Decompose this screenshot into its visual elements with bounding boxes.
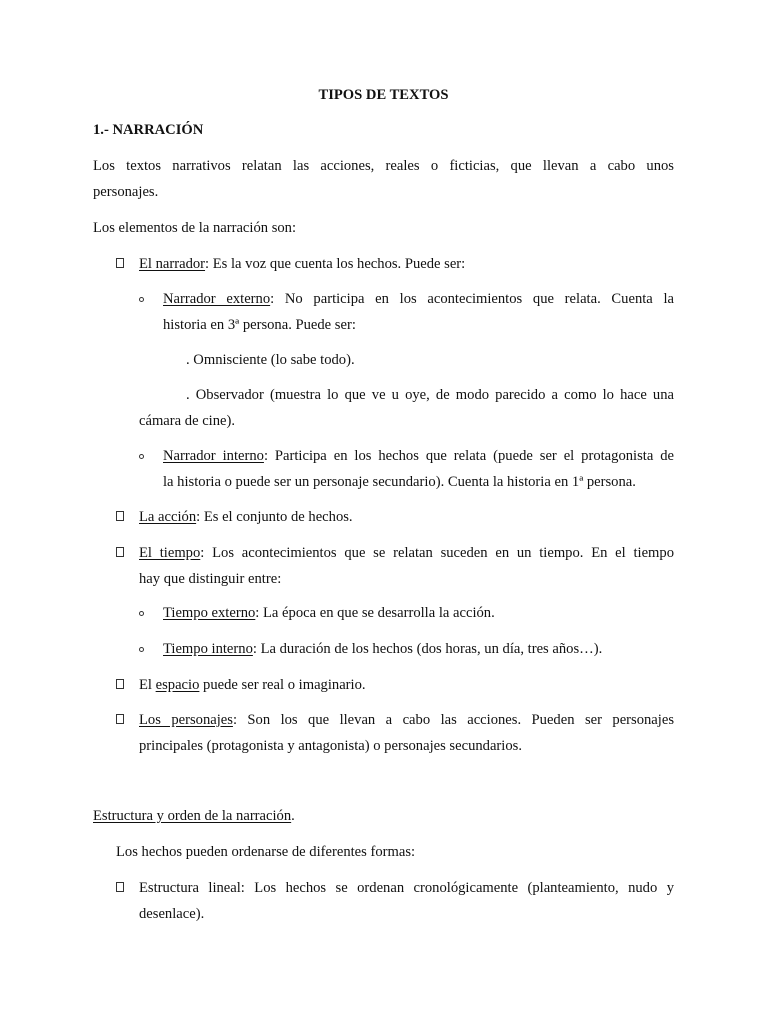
circle-bullet-icon <box>139 647 144 652</box>
omnisciente-item: . Omnisciente (lo sabe todo). <box>186 352 355 368</box>
square-bullet-icon <box>116 679 124 689</box>
desc-tiempo-interno: : La duración de los hechos (dos horas, un día, tres años…). <box>252 641 603 657</box>
list-item-espacio <box>139 676 366 694</box>
term-personajes: Los personajes <box>139 712 233 728</box>
list-item-interno-line-1 <box>163 447 674 465</box>
square-bullet-icon <box>116 882 124 892</box>
square-bullet-icon <box>116 258 124 268</box>
term-accion: La acción <box>139 509 197 525</box>
observador-line-2: cámara de cine). <box>139 413 236 429</box>
term-narrador: El narrador <box>139 256 206 272</box>
list-item-personajes-line-1 <box>139 711 674 729</box>
square-bullet-icon <box>116 714 124 724</box>
square-bullet-icon <box>116 547 124 557</box>
list-item-tiempo-interno <box>163 640 602 658</box>
desc-tiempo-1: : Los acontecimientos que se relatan suceden en un tiempo. En el tiempo <box>200 545 674 561</box>
list-item-tiempo-line-1 <box>139 544 674 562</box>
section-heading-narracion: 1.- NARRACIÓN <box>93 122 204 138</box>
intro-line-1: Los textos narrativos relatan las acciones, reales o ficticias, que llevan a cabo unos <box>93 158 674 174</box>
estructura-heading-text: Estructura y orden de la narración <box>93 808 292 824</box>
desc-tiempo-externo: : La época en que se desarrolla la acción. <box>255 605 495 621</box>
list-item-lineal-line-1: Estructura lineal: Los hechos se ordenan cronológicamente (planteamiento, nudo y <box>139 880 674 896</box>
desc-externo-2: historia en 3ª persona. Puede ser: <box>163 317 356 333</box>
list-item-externo-line-1 <box>163 290 674 308</box>
term-tiempo-externo: Tiempo externo <box>163 605 256 621</box>
list-item-narrador <box>139 255 465 273</box>
list-item-lineal-line-2: desenlace). <box>139 906 205 922</box>
circle-bullet-icon <box>139 454 144 459</box>
estructura-intro: Los hechos pueden ordenarse de diferentes formas: <box>116 844 416 860</box>
pre-espacio: El <box>139 677 156 693</box>
desc-interno-1: : Participa en los hechos que relata (puede ser el protagonista de <box>263 448 675 464</box>
section-heading-estructura <box>93 807 295 825</box>
document-title: TIPOS DE TEXTOS <box>318 87 449 103</box>
circle-bullet-icon <box>139 297 144 302</box>
desc-accion: : Es el conjunto de hechos. <box>196 509 353 525</box>
intro-line-2: personajes. <box>93 184 159 200</box>
desc-externo-1: : No participa en los acontecimientos que relata. Cuenta la <box>270 291 674 307</box>
term-externo: Narrador externo <box>163 291 271 307</box>
desc-personajes-2: principales (protagonista y antagonista) o personajes secundarios. <box>139 738 522 754</box>
estructura-heading-period: . <box>291 808 295 824</box>
list-item-accion <box>139 508 353 526</box>
desc-tiempo-2: hay que distinguir entre: <box>139 571 282 587</box>
square-bullet-icon <box>116 511 124 521</box>
desc-espacio: puede ser real o imaginario. <box>199 677 366 693</box>
desc-personajes-1: : Son los que llevan a cabo las acciones. Pueden ser personajes <box>232 712 675 728</box>
desc-interno-2: la historia o puede ser un personaje secundario). Cuenta la historia en 1ª persona. <box>163 474 636 490</box>
elements-intro: Los elementos de la narración son: <box>93 220 297 236</box>
circle-bullet-icon <box>139 611 144 616</box>
observador-line-1: . Observador (muestra lo que ve u oye, de modo parecido a como lo hace una <box>186 387 674 403</box>
list-item-tiempo-externo <box>163 604 495 622</box>
desc-narrador: : Es la voz que cuenta los hechos. Puede ser: <box>205 256 466 272</box>
term-tiempo: El tiempo <box>139 545 201 561</box>
term-tiempo-interno: Tiempo interno <box>163 641 253 657</box>
term-espacio: espacio <box>155 677 200 693</box>
term-interno: Narrador interno <box>163 448 264 464</box>
